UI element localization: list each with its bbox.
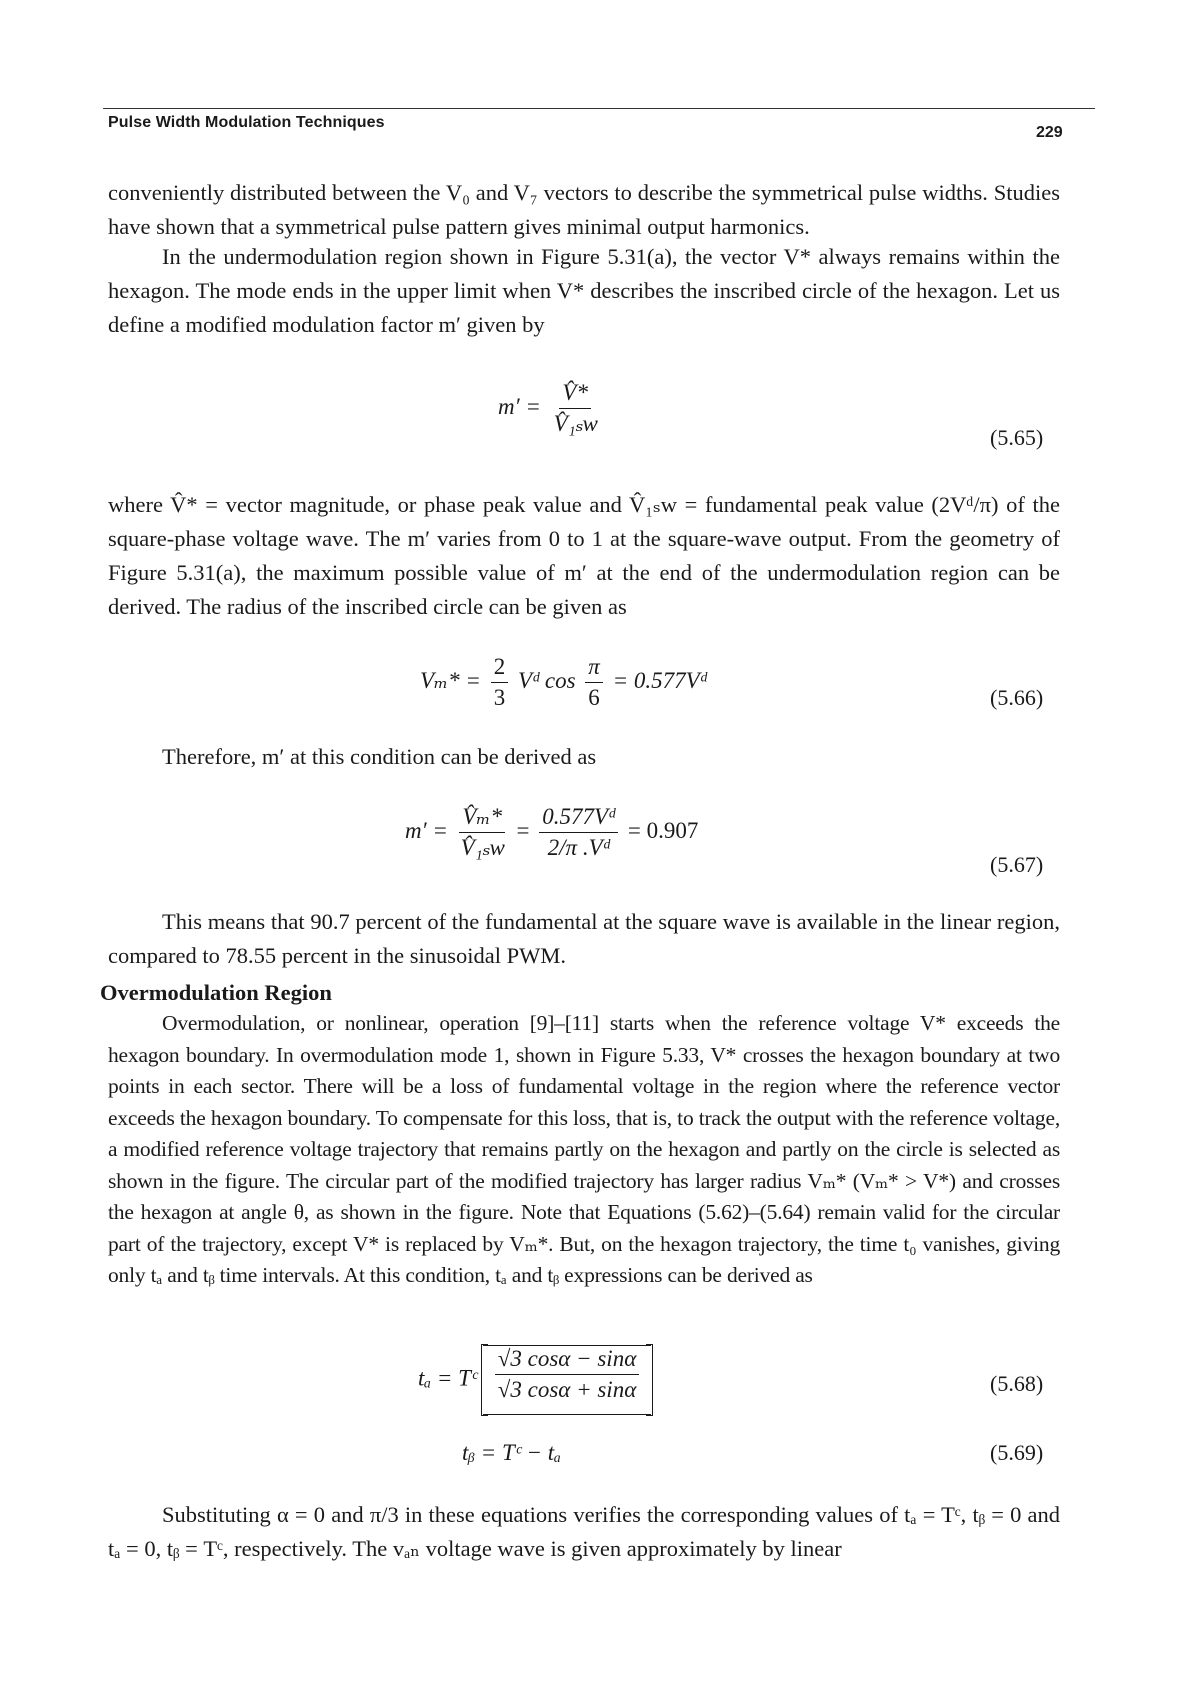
equation-5-65	[498, 378, 604, 439]
equation-5-67	[405, 802, 698, 863]
paragraph-3: where V̂* = vector magnitude, or phase peak value and V̂₁ₛᴡ = fundamental peak value (2Vᵈ/π) of the square-phase voltage wave. The m′ varies from 0 to 1 at the square-wave output. From the geometry of Figure 5.31(a), the maximum possible value of m′ at the end of the undermodulation region can be derived. The radius of the inscribed circle can be given as	[108, 492, 1060, 619]
eq567-numerator-2: 0.577Vᵈ	[539, 802, 618, 833]
paragraph-2: In the undermodulation region shown in Figure 5.31(a), the vector V* always remains within the hexagon. The mode ends in the upper limit when V* describes the inscribed circle of the hexagon. Let us define a modified modulation factor m′ given by	[108, 244, 1060, 337]
eq567-denominator-2: 2/π .Vᵈ	[547, 835, 610, 860]
eq566-lhs: Vₘ* =	[420, 667, 481, 693]
equation-number-5-66: (5.66)	[990, 685, 1044, 710]
eq568-lhs: tₐ = Tᶜ	[418, 1365, 477, 1391]
eq566-rhs: = 0.577Vᵈ	[612, 667, 707, 693]
paragraph-6: Overmodulation, or nonlinear, operation [9]–[11] starts when the reference voltage V* exceeds the hexagon boundary. In overmodulation mode 1, shown in Figure 5.33, V* crosses the hexagon boundary at two points in each sector. There will be a loss of fundamental voltage in the region where the reference vector exceeds the hexagon boundary. To compensate for this loss, that is, to track the output with the reference voltage, a modified reference voltage trajectory that remains partly on the hexagon and partly on the circle is selected as shown in the figure. The circular part of the modified trajectory has larger radius Vₘ* (Vₘ* > V*) and crosses the hexagon at angle θ, as shown in the figure. Note that Equations (5.62)–(5.64) remain valid for the circular part of the trajectory, except V* is replaced by Vₘ*. But, on the hexagon trajectory, the time t₀ vanishes, giving only tₐ and tᵦ time intervals. At this condition, tₐ and tᵦ expressions can be derived as	[108, 1011, 1060, 1287]
equation-5-68	[418, 1345, 651, 1415]
running-head: Pulse Width Modulation Techniques	[108, 114, 385, 131]
eq566-numerator: 2	[491, 652, 509, 683]
equation-5-66	[420, 652, 707, 713]
equation-number-5-67: (5.67)	[990, 852, 1044, 877]
eq565-fraction	[551, 378, 600, 439]
eq568-numerator: √3 cosα − sinα	[495, 1344, 640, 1375]
equation-5-69	[462, 1440, 561, 1466]
eq567-fraction-2	[539, 802, 618, 863]
eq565-lhs: m′ =	[498, 393, 541, 419]
page-number: 229	[1036, 124, 1063, 141]
eq566-angle-numerator: π	[585, 652, 603, 683]
eq566-denominator: 3	[493, 685, 506, 710]
eq567-fraction-1	[458, 802, 507, 863]
eq565-denominator: V̂₁ₛᴡ	[553, 411, 597, 436]
eq566-fraction	[491, 652, 509, 713]
eq566-angle-fraction	[585, 652, 603, 713]
equation-number-5-68: (5.68)	[990, 1371, 1044, 1396]
eq569-expression: tᵦ = Tᶜ − tₐ	[462, 1440, 561, 1465]
section-heading: Overmodulation Region	[100, 980, 332, 1005]
equation-number-5-69: (5.69)	[990, 1440, 1044, 1465]
equation-number-5-65: (5.65)	[990, 425, 1044, 450]
eq567-rhs: = 0.907	[627, 817, 699, 843]
paragraph-4: Therefore, m′ at this condition can be derived as	[162, 744, 597, 769]
eq566-middle: Vᵈ cos	[517, 667, 576, 693]
eq568-fraction	[495, 1344, 640, 1405]
eq568-brackets	[483, 1345, 652, 1415]
eq567-equals: =	[516, 817, 530, 843]
eq568-denominator: √3 cosα + sinα	[497, 1377, 637, 1402]
eq566-angle-denominator: 6	[588, 685, 600, 710]
header-rule	[103, 108, 1095, 109]
eq567-lhs: m′ =	[405, 817, 448, 843]
eq565-numerator: V̂*	[559, 378, 591, 409]
paragraph-1: conveniently distributed between the V₀ and V₇ vectors to describe the symmetrical pulse widths. Studies have shown that a symmetrical pulse pattern gives minimal output harmonics.	[108, 180, 1060, 239]
eq567-denominator-1: V̂₁ₛᴡ	[460, 835, 504, 860]
paragraph-5: This means that 90.7 percent of the fundamental at the square wave is available in the linear region, compared to 78.55 percent in the sinusoidal PWM.	[108, 909, 1060, 968]
paragraph-7: Substituting α = 0 and π/3 in these equations verifies the corresponding values of tₐ = Tᶜ, tᵦ = 0 and tₐ = 0, tᵦ = Tᶜ, respectively. The vₐₙ voltage wave is given approximately by linear	[108, 1502, 1060, 1561]
eq568-bracket-body	[483, 1345, 652, 1415]
eq567-numerator-1: V̂ₘ*	[459, 802, 505, 833]
